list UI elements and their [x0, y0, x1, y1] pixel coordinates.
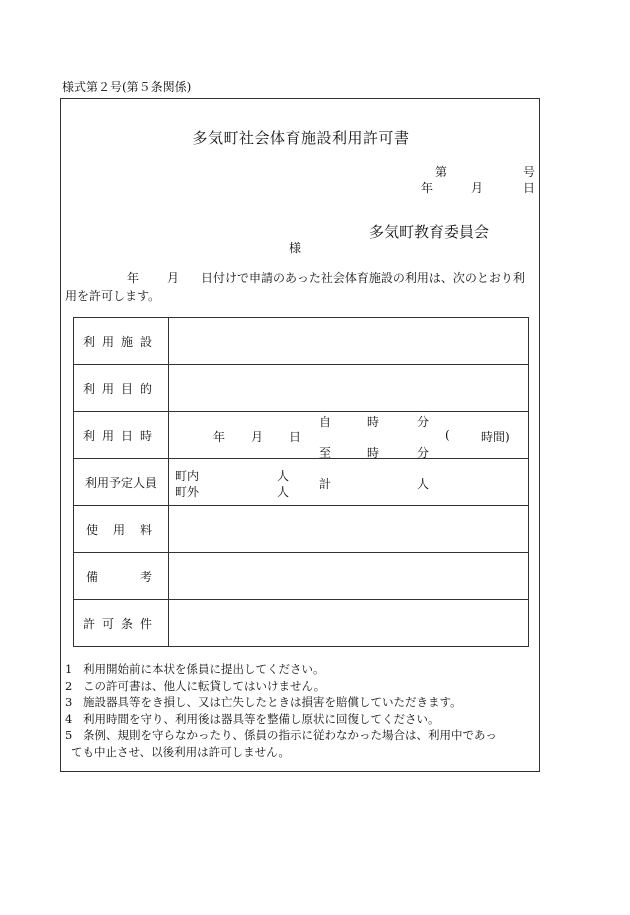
intro-line-1: [83, 269, 525, 286]
label-remarks: [74, 553, 169, 600]
label-purpose: 利用目的: [74, 365, 169, 412]
table-row-remarks: [74, 553, 529, 600]
table-row-purpose: [74, 365, 529, 412]
label-char: 備: [86, 569, 99, 584]
note-continuation: ても中止させ、以後利用は許可しません。: [71, 744, 290, 759]
datetime-year: 年: [213, 430, 226, 444]
note-item: [65, 711, 497, 728]
note-number: 3: [65, 695, 73, 710]
note-item: [65, 661, 497, 678]
note-number: 5: [65, 728, 73, 743]
permit-number-suffix: 号: [523, 165, 536, 179]
label-char: 使: [86, 522, 99, 537]
table-row-facility: [74, 318, 529, 365]
intro-text: 日付けで申請のあった社会体育施設の利用は、次のとおり利: [201, 271, 525, 285]
note-text: この許可書は、他人に転貸してはいけません。: [83, 678, 326, 693]
note-text: 利用時間を守り、利用後は器具等を整備し原状に回復してください。: [83, 711, 440, 726]
value-facility[interactable]: [169, 318, 529, 365]
label-char: 用: [112, 522, 125, 537]
value-attendees[interactable]: [169, 459, 529, 506]
note-text: 施設器具等をき損し、又は亡失したときは損害を賠償していただきます。: [83, 695, 462, 710]
attendees-in-town-unit: 人: [277, 469, 290, 483]
label-char: 料: [139, 522, 152, 537]
note-item: [65, 727, 497, 744]
label-attendees: 利用予定人員: [74, 459, 169, 506]
note-text: 条例、規則を守らなかったり、係員の指示に従わなかった場合は、利用中であっ: [83, 728, 497, 743]
label-char: 考: [139, 569, 152, 584]
label-fee: [74, 506, 169, 553]
label-conditions: 許可条件: [74, 600, 169, 647]
datetime-day: 日: [289, 430, 302, 444]
note-number: 2: [65, 678, 73, 693]
datetime-from-minute: 分: [417, 415, 430, 429]
datetime-to: 至: [319, 446, 332, 460]
permit-frame: [60, 98, 540, 772]
table-row-conditions: [74, 600, 529, 647]
attendees-in-town: 町内: [175, 469, 200, 483]
intro-month: 月: [167, 271, 180, 285]
datetime-from-hour: 時: [367, 415, 380, 429]
table-row-attendees: [74, 459, 529, 506]
permit-number-prefix: 第: [435, 165, 448, 179]
notes-list: [65, 661, 497, 761]
page-title: 多気町社会体育施設利用許可書: [192, 129, 410, 147]
datetime-to-hour: 時: [367, 446, 380, 460]
note-item: [65, 678, 497, 695]
intro-line-2: 用を許可します。: [65, 289, 161, 303]
table-row-fee: [74, 506, 529, 553]
attendees-total-unit: 人: [417, 477, 430, 491]
value-fee[interactable]: [169, 506, 529, 553]
table-row-datetime: [74, 412, 529, 459]
remarks-label-chars: [74, 568, 168, 585]
value-datetime[interactable]: [169, 412, 529, 459]
issue-date-day: 日: [523, 181, 536, 195]
label-facility: 利用施設: [74, 318, 169, 365]
issuer-name: 多気町教育委員会: [369, 223, 490, 241]
attendees-out-town-unit: 人: [277, 485, 290, 499]
label-datetime: 利用日時: [74, 412, 169, 459]
issue-date-month: 月: [471, 181, 484, 195]
intro-year: 年: [127, 271, 140, 285]
value-remarks[interactable]: [169, 553, 529, 600]
value-purpose[interactable]: [169, 365, 529, 412]
note-item: [65, 694, 497, 711]
attendees-total: 計: [319, 477, 332, 491]
form-number: 様式第２号(第５条関係): [62, 80, 192, 94]
datetime-to-minute: 分: [417, 446, 430, 460]
attendees-out-town: 町外: [175, 485, 200, 499]
datetime-from: 自: [319, 415, 332, 429]
value-conditions[interactable]: [169, 600, 529, 647]
datetime-month: 月: [251, 430, 264, 444]
note-text: 利用開始前に本状を係員に提出してください。: [83, 662, 325, 676]
fee-label-chars: [74, 521, 168, 538]
duration-open: (: [445, 428, 450, 442]
note-number: 1: [65, 662, 73, 676]
recipient-honorific: 様: [289, 241, 302, 255]
issue-date-year: 年: [421, 181, 434, 195]
duration-close: 時間): [481, 430, 510, 444]
note-number: 4: [65, 711, 73, 726]
permit-table: [73, 317, 529, 647]
